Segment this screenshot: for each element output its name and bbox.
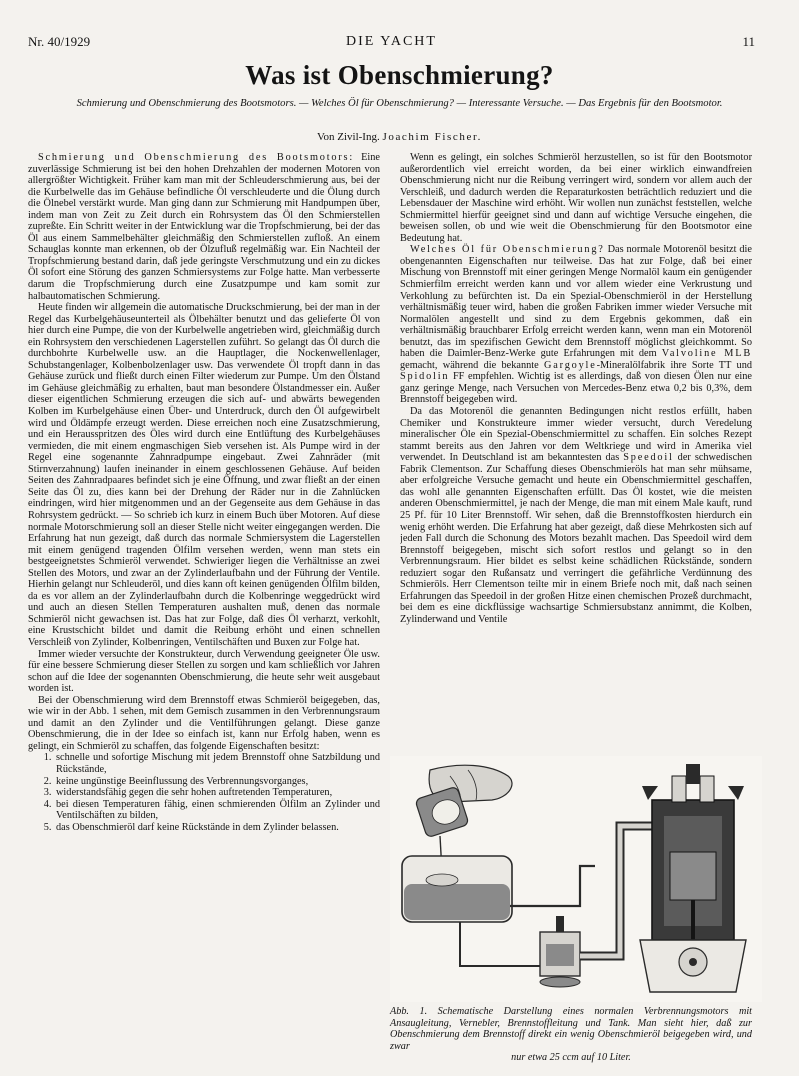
paragraph: Welches Öl für Obenschmierung? Das normale Motorenöl besitzt die obengenannten Eigenschaften nur teilweise. Das hat zur Folge, daß bei einer Mischung von Brennstoff mit einer geringen Menge Normalöl kaum ein genügender Schmierfilm erreicht werden kann und vor allem wieder eine Verkrustung und Verkohlung zu befürchten ist. Da ein Spezial-Obenschmieröl in der Herstellung verhältnismäßig teuer wird, haben die großen Fabriken immer wieder Versuche mit Normalölen angestellt und sind zu dem Ergebnis gekommen, daß ein verhältnismäßig brauchbarer Erfolg erreicht werden kann, wenn man ein Motorenöl benutzt, das im spezifischen Gewicht dem Brennstoff möglichst gleichkommt. So haben die Daimler-Benz-Werke gute Erfahrungen mit dem Valvoline MLB gemacht, während die bekannte Gargoyle-Mineralölfabrik ihre Sorte TT und Spidolin FF empfehlen. Wichtig ist es allerdings, daß von diesen Ölen nur eine ganz geringe Menge, nach Versuchen von Mercedes-Benz etwa 0,2 bis 0,3%, dem Brennstoff beigegeben wird. [400,244,752,406]
list-item: 2. keine ungünstige Beeinflussung des Verbrennungsvorganges, [54,776,380,788]
list-item: 1. schnelle und sofortige Mischung mit jedem Brennstoff ohne Satzbildung und Rückstände, [54,752,380,775]
properties-list [28,752,380,833]
brand-speedoil: Speedoil [623,452,674,464]
paragraph: Wenn es gelingt, ein solches Schmieröl herzustellen, so ist für den Bootsmotor außerordentlich viel erreicht worden, da bei einer wirklich einwandfreien Obenschmierung nicht nur die Reibung verringert wird, sondern vor allem auch der Verschleiß, und dadurch werden die Reparaturkosten beträchtlich reduziert und die Lebensdauer der Maschine wird erhöht. Wir wollen nun zunächst feststellen, welche Schmiermittel hierfür geeignet sind und dann auf wichtige Versuche eingehen, die beweisen sollen, ob und wie weit die Obenschmierung für den Bootsmotor eine Bedeutung hat. [400,152,752,244]
list-item: 5. das Obenschmieröl darf keine Rückstände in dem Zylinder belassen. [54,822,380,834]
issue-number: Nr. 40/1929 [28,34,91,49]
brand-spidolin: Spidolin [400,371,450,383]
journal-name: DIE YACHT [346,34,437,49]
engine-schematic-figure [390,756,762,1002]
crankcase [640,940,746,992]
left-column [28,152,380,1032]
caption-last-line: nur etwa 25 ccm auf 10 Liter. [511,1052,631,1064]
running-head [28,34,755,50]
fuel-tank [402,856,512,922]
list-item: 3. widerstandsfähig gegen die sehr hohen auftretenden Temperaturen, [54,787,380,799]
author-name: Joachim Fischer. [382,131,483,143]
engine-schematic-illustration [390,756,762,1002]
author-line [0,131,799,143]
caption-text: Abb. 1. Schematische Darstellung eines normalen Verbrennungsmotors mit Ansaugleitung, Vernebler, Brennstoffleitung und Tank. Man sieht hier, daß zur Obenschmierung dem Brennstoff direkt ein wenig Obenschmieröl beigegeben wird, und zwar [390,1006,752,1052]
list-item: 4. bei diesen Temperaturen fähig, einen schmierenden Ölfilm an Zylinder und Ventilschäften zu bilden, [54,799,380,822]
brand-valvoline: Valvoline MLB [661,348,752,360]
paragraph-lead: Schmierung und Obenschmierung des Bootsmotors: [38,152,355,163]
brand-gargoyle: Gargoyle [544,359,597,371]
paragraph: Schmierung und Obenschmierung des Bootsmotors: Eine zuverlässige Schmierung ist bei den hohen Drehzahlen der modernen Motoren von allergrößter Wichtigkeit. Früher kam man mit der Schleuderschmierung aus, bei der die Kurbelwelle das im Gehäuse befindliche Öl verschleuderte und die Ölung durch die Ölnebel verstärkt wurde. Man ging dann zur Schmierung mit Handpumpen über, indem man von Zeit zu Zeit durch ein Rohrsystem das Öl den Schmierstellen zupreßte. Ein Schritt weiter in der Entwicklung war die Tropfschmierung, bei der das Öl aus einem Sammelbehälter gleichmäßig den Schmierstellen zufloß. An einem Schauglas konnte man erkennen, ob der Ölzufluß regelmäßig war. Ein Nachteil der Tropfschmierung bestand darin, daß jede geringste Verschmutzung und ein zu dickes Öl sofort eine Störung des ganzen Schmiersystems zur Folge hatte. Man verbesserte darum die Tropfschmierung durch eine Zusatzpumpe und kam somit zur halbautomatischen Schmierung. [28,152,380,302]
paragraph: Heute finden wir allgemein die automatische Druckschmierung, bei der man in der Regel das Kurbelgehäuseunterteil als Ölbehälter benutzt und das gelieferte Öl von hier durch eine Pumpe, die von der Kurbelwelle angetrieben wird, gleichmäßig durch ein Rohrsystem den verschiedenen Lagerstellen zuführt. So gelangt das Öl durch die durchbohrte Kurbelwelle usw. an die Hauptlager, die Nockenwellenlager, Schubstangenlager, Kolbenbolzenlager usw. Das verwendete Öl tropft dann in das Gehäuse zurück und fließt durch einen Filter wiederum zur Pumpe. Um den Ölstand im Gehäuse gleichmäßig zu erhalten, baut man besondere Ölstandmesser ein. Außer dieser eigentlichen Schmierung erzeugen die sich auf- und abwärts bewegenden Kolben im Kurbelgehäuse einen Über- und Unterdruck, durch den Öl aufgewirbelt wird und Öldämpfe erzeugt werden. Diese erreichen noch eine Zusatzschmierung, und ein Herausspritzen des Öles wird durch eine Entlüftung des Kurbelgehäuses vermieden, die mit einem engmaschigen Sieb versehen ist. Als Pumpe wird in der Regel eine sogenannte Zahnradpumpe eingebaut. Zwei Zahnräder (mit Stirnverzahnung) laufen ineinander in einem geschlossenen Gehäuse. Auf beiden Seiten des Zahnradpaares befindet sich je eine Öffnung, und zwar fließt an der einen Seite das Öl zu, dies kann bei der Drehung der Räder nur in die Zahnlücken eindringen, wird hier mitgenommen und an der Gegenseite aus dem Gehäuse in das Rohrsystem gedrückt. — So schrieb ich kurz in einem Buch über Motoren. Auf diese normale Motorschmierung soll an dieser Stelle nicht weiter eingegangen werden. Die Erfahrung hat nun gezeigt, daß durch das normale Schmiersystem die Lagerstellen mit einem genügend tragenden Ölfilm versehen werden, wenn man stets ein bestgeeignetstes Schmieröl verwendet. Schwieriger liegen die Verhältnisse an zwei Stellen des Motors, und zwar an der Zylinderlaufbahn und der Führung der Ventile. Hierhin gelangt nur Schleuderöl, und dies kann oft keinen genügenden Ölfilm bilden, da es vor allem an der Zylinderlaufbahn durch die Kolbenringe weggedrückt wird und auch an diesen Stellen Temperaturen aushalten muß, denen das normale Schmieröl nicht gewachsen ist. Das hat zur Folge, daß dies Öl verharzt, verkohlt, eine Krustschicht bildet und damit die Reibung erhöht und einen schnellen Verschleiß von Zylinder, Kolbenringen, Ventilschäften und Buxen zur Folge hat. [28,302,380,648]
figure-caption [390,1006,752,1064]
paragraph: Bei der Obenschmierung wird dem Brennstoff etwas Schmieröl beigegeben, das, wie wir in der Abb. 1 sehen, mit dem Gemisch zusammen in den Verbrennungsraum und damit an den Zylinder und die Ventilführungen gelangt. Diese ganze Obenschmierung, die in der Idee so einfach ist, kann nur Erfolg haben, wenn es gelingt, ein Schmieröl zu schaffen, das folgende Eigenschaften besitzt: [28,694,380,752]
paragraph: Da das Motorenöl die genannten Bedingungen nicht restlos erfüllt, haben Chemiker und Konstrukteure immer wieder versucht, durch Veredelung mineralischer Öle ein Spezial-Obenschmiermittel zu schaffen. Ein solches Rezept stammt bereits aus den Jahren vor dem Weltkriege und wird in Amerika viel verwendet. In Deutschland ist am bekanntesten das Speedoil der schwedischen Fabrik Clementson. Zur Schaffung dieses Obenschmieröls hat man sehr mühsame, aber erfolgreiche Versuche gemacht und heute ein Obenschmiermittel geschaffen, das wohl alle genannten Eigenschaften erfüllt. Das Öl kostet, wie die meisten anderen Obenschmiermittel, je nach der Menge, die man mit einem Male kauft, rund 25 Pf. für 10 Liter Brennstoff. Wir sehen, daß die Brennstoffkosten hierdurch ein wenig erhöht werden. Die Erfahrung hat aber gezeigt, daß diese Mehrkosten sich auf jeden Fall durch die Schonung des Motors bezahlt machen. Das Speedoil wird dem Brennstoff beigegeben, mischt sich sofort restlos und gelangt so in den Verbrennungsraum. Hier bildet es selbst keine schädlichen Rückstände, sondern reduziert sogar den Rußansatz und verringert die gefährliche Verdünnung des Schmieröls. Herr Clementson teilte mir in einem Briefe noch mit, daß nach seinen Erfahrungen das Speedoil in der großen Hitze einen chemischen Prozeß durchmacht, bei dem es eine dickflüssige wachsartige Schmiersubstanz annimmt, die Kolben, Zylinderwand und Ventile [400,406,752,625]
paragraph: Immer wieder versuchte der Konstrukteur, durch Verwendung geeigneter Öle usw. für eine bessere Schmierung dieser Stellen zu sorgen und kam schließlich vor Jahren schon auf die Idee der sogenannten Obenschmierung, die heute sehr weit ausgebaut worden ist. [28,648,380,695]
article-subtitle: Schmierung und Obenschmierung des Bootsmotors. — Welches Öl für Obenschmierung? — Interessante Versuche. — Das Ergebnis für den Bootsmotor. [76,98,723,109]
section-heading: Welches Öl für Obenschmierung? [410,244,605,256]
right-column [400,152,752,752]
page-number: 11 [742,34,755,49]
author-prefix: Von Zivil-Ing. [316,131,383,143]
article-title: Was ist Obenschmierung? [245,60,554,90]
